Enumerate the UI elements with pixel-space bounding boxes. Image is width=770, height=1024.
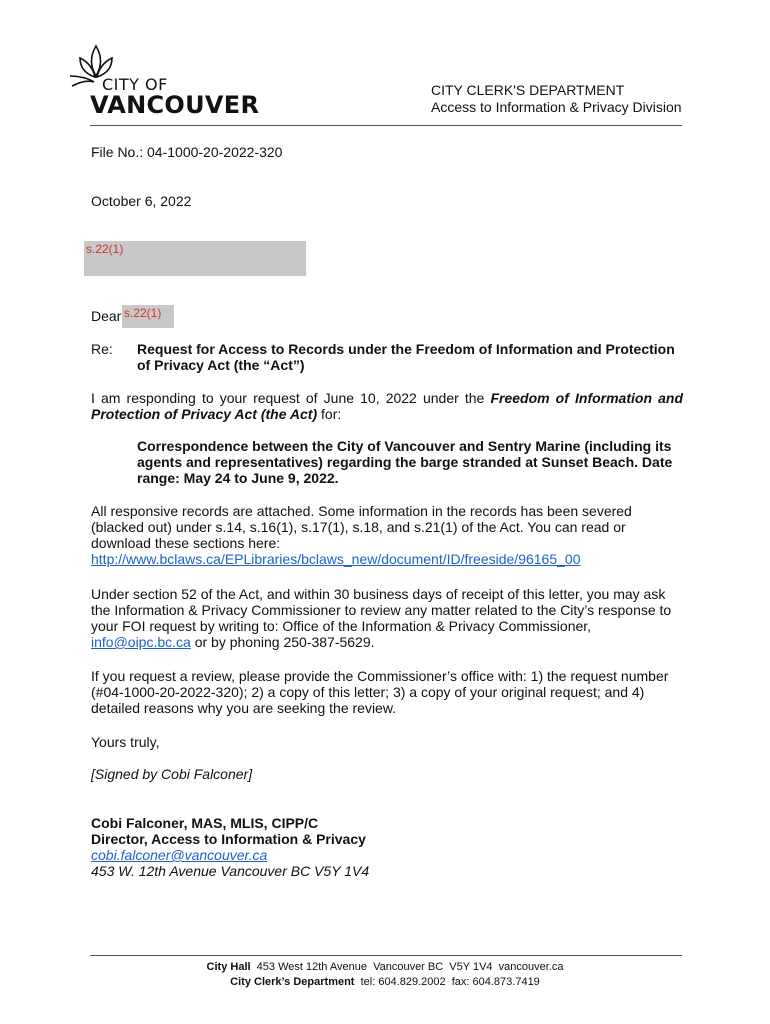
signer-address: 453 W. 12th Avenue Vancouver BC V5Y 1V4 xyxy=(91,863,370,879)
redaction-label-name: s.22(1) xyxy=(124,306,162,320)
signed-note: [Signed by Cobi Falconer] xyxy=(91,766,253,782)
review-line4 xyxy=(91,634,691,650)
responsive-line1: All responsive records are attached. Some information in the records has been severed xyxy=(91,503,632,519)
salutation-word: Dear xyxy=(91,308,122,324)
request-line1: Correspondence between the City of Vancouver and Sentry Marine (including its xyxy=(137,438,672,454)
review-line3: your FOI request by writing to: Office of the Information & Privacy Commissioner, xyxy=(91,618,592,634)
footer-contact: tel: 604.829.2002 fax: 604.873.7419 xyxy=(354,976,540,988)
department-header xyxy=(431,82,682,116)
redacted-address xyxy=(84,241,306,276)
oipc-phone: or by phoning 250-387-5629. xyxy=(190,634,375,650)
division-name: Access to Information & Privacy Division xyxy=(431,99,682,115)
closing: Yours truly, xyxy=(91,734,160,750)
re-label: Re: xyxy=(91,341,113,357)
review-request-line1: If you request a review, please provide the Commissioner’s office with: 1) the request number xyxy=(91,668,669,684)
request-line2: agents and representatives) regarding the barge stranded at Sunset Beach. Date xyxy=(137,454,673,470)
signature-block xyxy=(91,815,591,879)
signer-title: Director, Access to Information & Privacy xyxy=(91,831,366,847)
oipc-email-link[interactable]: info@oipc.bc.ca xyxy=(91,634,191,650)
footer-line2 xyxy=(0,975,770,990)
logo-city-of: CITY OF xyxy=(102,75,168,94)
responsive-line3: download these sections here: xyxy=(91,535,281,551)
department-name: CITY CLERK'S DEPARTMENT xyxy=(431,82,625,98)
intro-line1 xyxy=(91,390,683,406)
footer-dept: City Clerk’s Department xyxy=(230,976,355,988)
redacted-name xyxy=(122,305,174,328)
request-line3: range: May 24 to June 9, 2022. xyxy=(137,470,339,486)
city-logo xyxy=(66,42,260,120)
review-rights-paragraph xyxy=(91,586,691,650)
review-request-line2: (#04-1000-20-2022-320); 2) a copy of this letter; 3) a copy of your original request; and 4) xyxy=(91,684,645,700)
intro-suffix: for: xyxy=(317,406,342,422)
file-number: File No.: 04-1000-20-2022-320 xyxy=(91,144,283,160)
review-request-paragraph xyxy=(91,668,691,716)
signer-email-link[interactable]: cobi.falconer@vancouver.ca xyxy=(91,847,268,863)
request-description xyxy=(137,438,697,486)
letter-date: October 6, 2022 xyxy=(91,193,192,209)
re-subject xyxy=(137,341,697,373)
footer xyxy=(0,960,770,990)
signer-name: Cobi Falconer, MAS, MLIS, CIPP/C xyxy=(91,815,319,831)
re-subject-line2: of Privacy Act (the “Act”) xyxy=(137,357,305,373)
footer-address: 453 West 12th Avenue Vancouver BC V5Y 1V4 vancouver.ca xyxy=(250,961,564,973)
act-name-part1: Freedom of Information and xyxy=(490,390,684,406)
re-subject-line1: Request for Access to Records under the Freedom of Information and Protection xyxy=(137,341,675,357)
salutation xyxy=(91,308,121,324)
intro-line2 xyxy=(91,406,683,422)
bclaws-link[interactable]: http://www.bclaws.ca/EPLibraries/bclaws_new/document/ID/freeside/96165_00 xyxy=(91,551,581,567)
review-line1: Under section 52 of the Act, and within 30 business days of receipt of this letter, you may ask xyxy=(91,586,666,602)
review-line2: the Information & Privacy Commissioner to review any matter related to the City’s response to xyxy=(91,602,672,618)
act-name-part2: Protection of Privacy Act (the Act) xyxy=(91,406,318,422)
footer-divider xyxy=(90,955,682,956)
intro-prefix: I am responding to your request of June 10, 2022 under the xyxy=(91,390,491,406)
intro-paragraph xyxy=(91,390,683,422)
header-divider xyxy=(90,125,682,126)
logo-vancouver: VANCOUVER xyxy=(90,91,260,119)
redaction-label: s.22(1) xyxy=(86,242,124,256)
footer-line1 xyxy=(0,960,770,975)
review-request-line3: detailed reasons why you are seeking the review. xyxy=(91,700,397,716)
responsive-paragraph xyxy=(91,503,691,567)
footer-city-hall: City Hall xyxy=(206,961,251,973)
responsive-line2: (blacked out) under s.14, s.16(1), s.17(1), s.18, and s.21(1) of the Act. You can read or xyxy=(91,519,626,535)
